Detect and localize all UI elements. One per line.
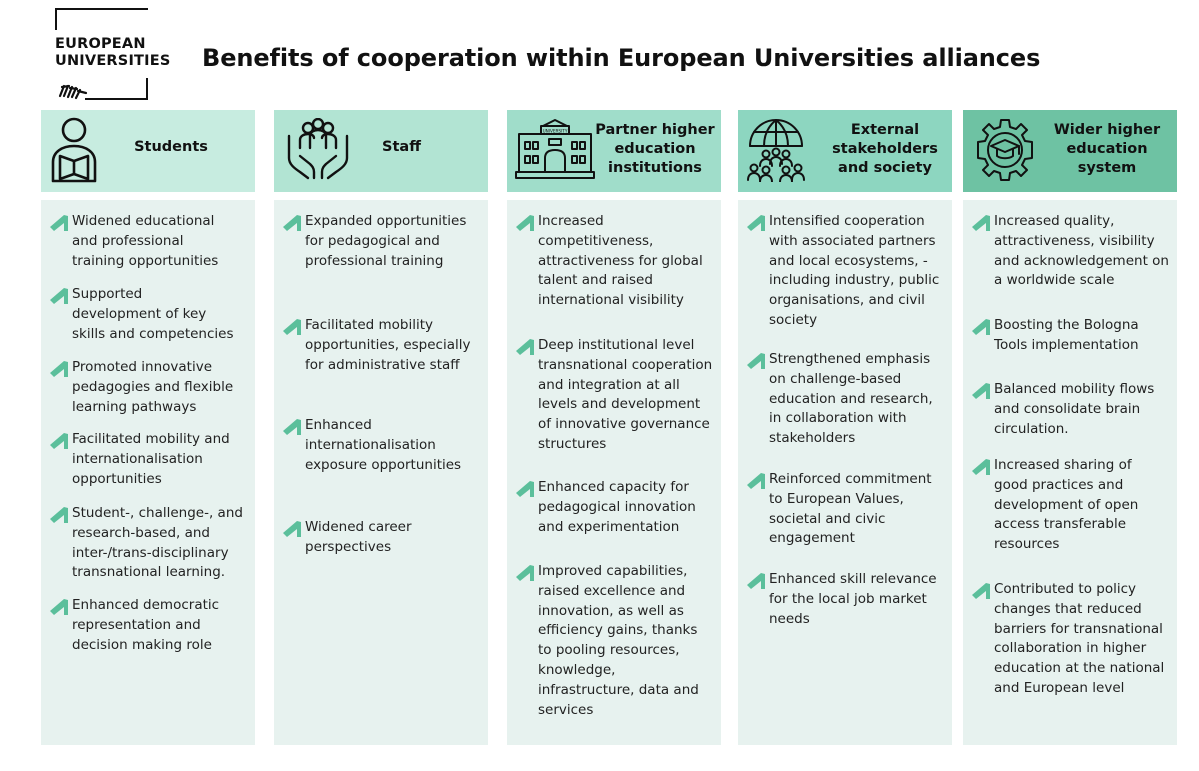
leaf-bullet-icon	[972, 319, 990, 335]
benefit-text: Promoted innovative pedagogies and flexible learning pathways	[72, 359, 234, 415]
logo-frame-left	[55, 8, 57, 30]
header-line: system	[1077, 160, 1137, 176]
column-header-students	[41, 110, 255, 192]
benefit-text: Supported development of key skills and competencies	[72, 286, 234, 342]
benefit-text: Balanced mobility flows and consolidate brain circulation.	[994, 381, 1155, 437]
leaf-bullet-icon	[972, 583, 990, 599]
globe-community-icon	[744, 116, 808, 182]
logo-frame-bottom	[85, 98, 148, 100]
header-line: Wider higher	[1053, 122, 1161, 138]
column-body	[274, 200, 488, 745]
leaf-bullet-icon	[50, 433, 68, 449]
column-body	[41, 200, 255, 745]
benefit-text: Increased sharing of good practices and development of open access transferable resources	[994, 457, 1139, 553]
header-line: Staff	[382, 139, 421, 155]
column-header-external-stakeholders	[738, 110, 952, 192]
benefit-text: Facilitated mobility and internationalisation opportunities	[72, 431, 230, 487]
column-header-title	[822, 121, 948, 178]
leaf-bullet-icon	[516, 565, 534, 581]
benefit-text: Enhanced capacity for pedagogical innovation and experimentation	[538, 479, 696, 535]
benefit-text: Widened educational and professional training opportunities	[72, 213, 219, 269]
column-body	[738, 200, 952, 745]
leaf-bullet-icon	[50, 215, 68, 231]
leaf-bullet-icon	[50, 507, 68, 523]
benefit-text: Deep institutional level transnational cooperation and integration at all levels and development of innovative governance structures	[538, 337, 713, 452]
leaf-bullet-icon	[50, 599, 68, 615]
header-line: institutions	[608, 160, 702, 176]
hands-holding-people-icon	[286, 118, 350, 180]
column-header-title	[1043, 121, 1171, 178]
column-header-title	[354, 138, 449, 157]
column-body	[963, 200, 1177, 745]
header-line: education	[1066, 141, 1148, 157]
header-line: stakeholders	[832, 141, 938, 157]
leaf-bullet-icon	[283, 319, 301, 335]
leaf-bullet-icon	[747, 353, 765, 369]
logo-line-2: UNIVERSITIES	[55, 53, 171, 69]
leaf-bullet-icon	[50, 361, 68, 377]
header-line: Students	[134, 139, 208, 155]
leaf-bullet-icon	[747, 215, 765, 231]
university-building-icon	[515, 118, 595, 180]
benefit-text: Intensified cooperation with associated partners and local ecosystems, - including industry, public organisations, and civil society	[769, 213, 940, 328]
benefit-text: Increased competitiveness, attractiveness for global talent and raised international visibility	[538, 213, 703, 309]
leaf-bullet-icon	[747, 473, 765, 489]
column-header-title	[591, 121, 719, 178]
logo-frame-right	[146, 78, 148, 100]
leaf-bullet-icon	[516, 215, 534, 231]
column-body	[507, 200, 721, 745]
benefit-text: Contributed to policy changes that reduced barriers for transnational collaboration in higher education at the national and European level	[994, 581, 1165, 696]
leaf-bullet-icon	[50, 288, 68, 304]
logo-line-1: EUROPEAN	[55, 36, 146, 52]
benefit-text: Widened career perspectives	[305, 519, 412, 555]
benefit-text: Strengthened emphasis on challenge-based education and research, in collaboration with stakeholders	[769, 351, 933, 447]
benefit-text: Enhanced internationalisation exposure opportunities	[305, 417, 462, 473]
leaf-bullet-icon	[283, 215, 301, 231]
benefit-text: Facilitated mobility opportunities, especially for administrative staff	[305, 317, 471, 373]
benefit-text: Improved capabilities, raised excellence and innovation, as well as efficiency gains, thanks to pooling resources, knowledge, infrastructure, data and services	[538, 563, 699, 718]
page-title: Benefits of cooperation within European Universities alliances	[202, 44, 1041, 72]
header-line: External	[850, 122, 920, 138]
benefit-text: Enhanced democratic representation and decision making role	[72, 597, 220, 653]
benefit-text: Student-, challenge-, and research-based, and inter-/trans-disciplinary transnational learning.	[72, 505, 243, 581]
header-line: Partner higher	[595, 122, 715, 138]
benefit-text: Reinforced commitment to European Values, societal and civic engagement	[769, 471, 932, 547]
header-line: and society	[838, 160, 932, 176]
leaf-bullet-icon	[972, 459, 990, 475]
benefit-text: Boosting the Bologna Tools implementation	[994, 317, 1139, 353]
leaf-bullet-icon	[283, 419, 301, 435]
benefit-text: Enhanced skill relevance for the local job market needs	[769, 571, 937, 627]
benefit-text: Increased quality, attractiveness, visibility and acknowledgement on a worldwide scale	[994, 213, 1169, 289]
leaf-bullet-icon	[283, 521, 301, 537]
european-universities-logo	[55, 8, 171, 100]
logo-frame-top	[55, 8, 148, 10]
leaf-bullet-icon	[516, 481, 534, 497]
leaf-bullet-icon	[516, 339, 534, 355]
column-header-staff	[274, 110, 488, 192]
leaf-bullet-icon	[972, 215, 990, 231]
leaf-bullet-icon	[747, 573, 765, 589]
gear-graduation-cap-icon	[973, 118, 1037, 182]
column-header-wider-system	[963, 110, 1177, 192]
benefit-text: Expanded opportunities for pedagogical and professional training	[305, 213, 467, 269]
column-header-partner-institutions	[507, 110, 721, 192]
student-reading-icon	[49, 116, 99, 184]
building-sign-text: UNIVERSITY	[542, 128, 568, 134]
column-header-title	[111, 138, 231, 157]
logo-stars-mark-icon	[57, 78, 89, 100]
header-line: education	[614, 141, 696, 157]
leaf-bullet-icon	[972, 383, 990, 399]
